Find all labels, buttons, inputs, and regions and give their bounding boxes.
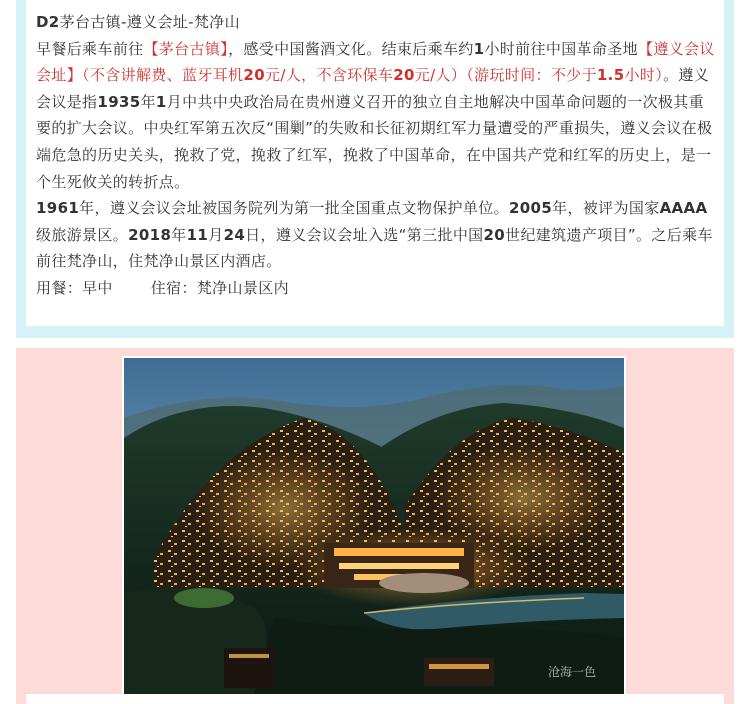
text-segment: 年 [171,225,187,244]
text-segment: 元/人）（游玩时间：不少于 [414,66,597,85]
text-segment: 年 [140,92,156,111]
photo-watermark: 沧海一色 [547,665,596,679]
day-code: D2 [36,13,60,31]
text-segment: 级旅游景区。 [36,225,129,244]
meals-value: 早中 [82,278,113,297]
text-segment: 早餐后乘车前往 [36,39,144,58]
photo-frame [122,356,626,696]
number-segment: 1 [473,39,485,58]
text-segment: 月 [208,225,224,244]
text-segment: ，感受中国酱酒文化。结束后乘车约 [228,39,474,58]
text-segment: 元/人，不含环保车 [264,66,394,85]
next-card-top [26,694,724,704]
meal-lodging-line [36,275,716,302]
number-segment: 24 [223,225,246,244]
number-segment: 2005 [508,199,553,218]
number-segment: 1.5 [596,66,625,85]
text-segment: 年，被评为国家 [552,199,660,218]
day-title: 茅台古镇-遵义会址-梵净山 [59,13,240,31]
paragraph-heritage [36,195,716,275]
village-illustration [124,358,624,694]
number-segment: 11 [186,225,209,244]
text-segment: 【遵义会议会址】（不含讲解费、蓝牙耳机 [36,39,715,85]
number-segment: AAAA [659,199,708,218]
text-segment: 。遵义会议是指 [36,66,710,111]
night-village-photo [124,358,624,694]
highlight-maotai: 【茅台古镇】 [143,39,229,58]
lodging-value: 梵净山景区内 [196,278,289,297]
lodging-label: 住宿： [150,278,197,297]
itinerary-card [26,0,724,326]
meals-label: 用餐： [36,278,83,297]
text-segment: 小时前往中国革命圣地 [484,39,638,58]
number-segment: 20 [243,66,265,85]
text-segment: 年，遵义会议会址被国务院列为第一批全国重点文物保护单位。 [79,199,509,218]
number-segment: 20 [483,225,506,244]
text-segment: 世纪建筑遗产项目”。之后乘车前往梵净山，住梵净山景区内酒店。 [36,225,713,271]
paragraph-zunyi [36,36,716,196]
text-segment: 小时） [624,66,664,85]
text-segment: 日，遵义会议会址入选“第三批中国 [245,225,484,244]
itinerary-content [36,9,716,302]
number-segment: 2018 [128,225,172,244]
day-heading [36,9,716,36]
text-segment: 月中共中央政治局在贵州遵义召开的独立自主地解决中国革命问题的一次极其重要的扩大会议。中央红军第五次反“围剿”的失败和长征初期红军力量遭受的严重损失，遵义会议在极端危急的历史关头，挽救了党，挽救了红军，挽救了中国革命，在中国共产党和红军的历史上，是一个生死攸关的转折点。 [36,92,713,191]
number-segment: 1961 [36,199,80,218]
number-segment: 1 [155,92,167,111]
number-segment: 20 [393,66,415,85]
number-segment: 1935 [97,92,141,111]
